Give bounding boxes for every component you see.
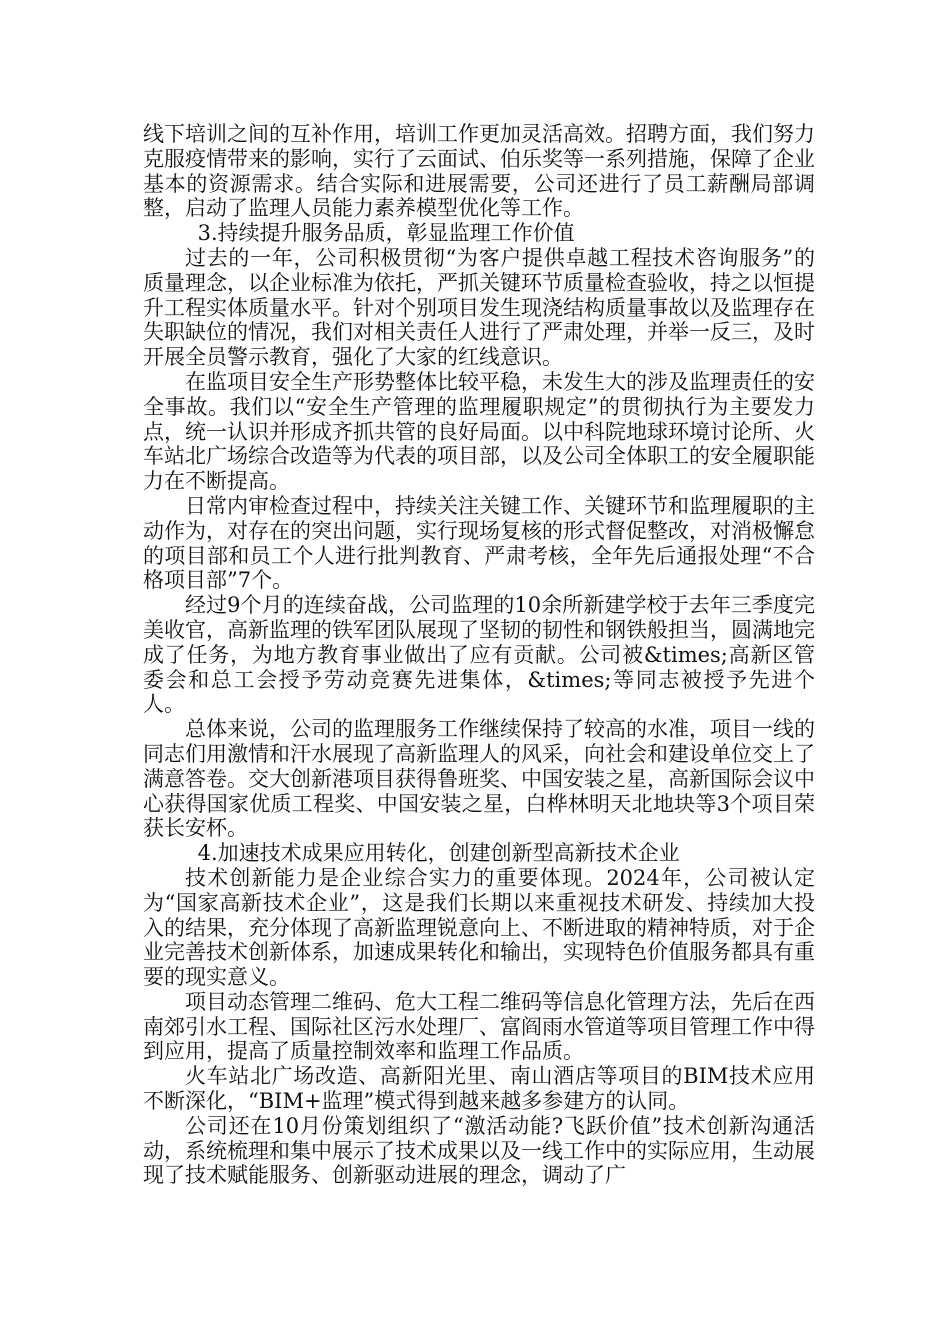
- paragraph-internal-audit: 日常内审检查过程中，持续关注关键工作、关键环节和监理履职的主动作为，对存在的突出问题，实行现场复核的形式督促整改，对消极懈怠的项目部和员工个人进行批判教育、严肃考核，全年先后通报处理“不合格项目部”7个。: [143, 493, 815, 593]
- section-heading-tech-innovation: 4.加速技术成果应用转化，创建创新型高新技术企业: [197, 841, 680, 866]
- paragraph-high-tech-enterprise: 技术创新能力是企业综合实力的重要体现。2024年，公司被认定为“国家高新技术企业”，这是我们长期以来重视技术研发、持续加大投入的结果，充分体现了高新监理锐意向上、不断进取的精神特质，对于企业完善技术创新体系，加速成果转化和输出，实现特色价值服务都具有重要的现实意义。: [143, 865, 815, 990]
- paragraph-summary-awards: 总体来说，公司的监理服务工作继续保持了较高的水准，项目一线的同志们用激情和汗水展现了高新监理人的风采，向社会和建设单位交上了满意答卷。交大创新港项目获得鲁班奖、中国安装之星，高新国际会议中心获得国家优质工程奖、中国安装之星，白桦林明天北地块等3个项目荣获长安杯。: [143, 717, 815, 841]
- paragraph-bim: 火车站北广场改造、高新阳光里、南山酒店等项目的BIM技术应用不断深化，“BIM+监理”模式得到越来越多参建方的认同。: [143, 1064, 815, 1114]
- paragraph-safety: 在监项目安全生产形势整体比较平稳，未发生大的涉及监理责任的安全事故。我们以“安全生产管理的监理履职规定”的贯彻执行为主要发力点，统一认识并形成齐抓共管的良好局面。以中科院地球环境讨论所、火车站北广场综合改造等为代表的项目部，以及公司全体职工的安全履职能力在不断提高。: [143, 369, 815, 494]
- section-heading-service-quality: 3.持续提升服务品质，彰显监理工作价值: [197, 221, 575, 246]
- document-page: [143, 122, 815, 1188]
- paragraph-training-recruitment: 线下培训之间的互补作用，培训工作更加灵活高效。招聘方面，我们努力克服疫情带来的影响，实行了云面试、伯乐奖等一系列措施，保障了企业基本的资源需求。结合实际和进展需要，公司还进行了员工薪酬局部调整，启动了监理人员能力素养模型优化等工作。: [143, 122, 815, 221]
- paragraph-quality-concept: 过去的一年，公司积极贯彻“为客户提供卓越工程技术咨询服务”的质量理念，以企业标准为依托，严抓关键环节质量检查验收，持之以恒提升工程实体质量水平。针对个别项目发生现浇结构质量事故以及监理存在失职缺位的情况，我们对相关责任人进行了严肃处理，并举一反三，及时开展全员警示教育，强化了大家的红线意识。: [143, 245, 815, 370]
- paragraph-school-projects: 经过9个月的连续奋战，公司监理的10余所新建学校于去年三季度完美收官，高新监理的铁军团队展现了坚韧的韧性和钢铁般担当，圆满地完成了任务，为地方教育事业做出了应有贡献。公司被&times;高新区管委会和总工会授予劳动竞赛先进集体，&times;等同志被授予先进个人。: [143, 593, 815, 717]
- paragraph-qr-management: 项目动态管理二维码、危大工程二维码等信息化管理方法，先后在西南郊引水工程、国际社区污水处理厂、富阎雨水管道等项目管理工作中得到应用，提高了质量控制效率和监理工作品质。: [143, 989, 815, 1064]
- paragraph-innovation-event: 公司还在10月份策划组织了“激活动能?飞跃价值”技术创新沟通活动，系统梳理和集中展示了技术成果以及一线工作中的实际应用，生动展现了技术赋能服务、创新驱动进展的理念，调动了广: [143, 1113, 815, 1188]
